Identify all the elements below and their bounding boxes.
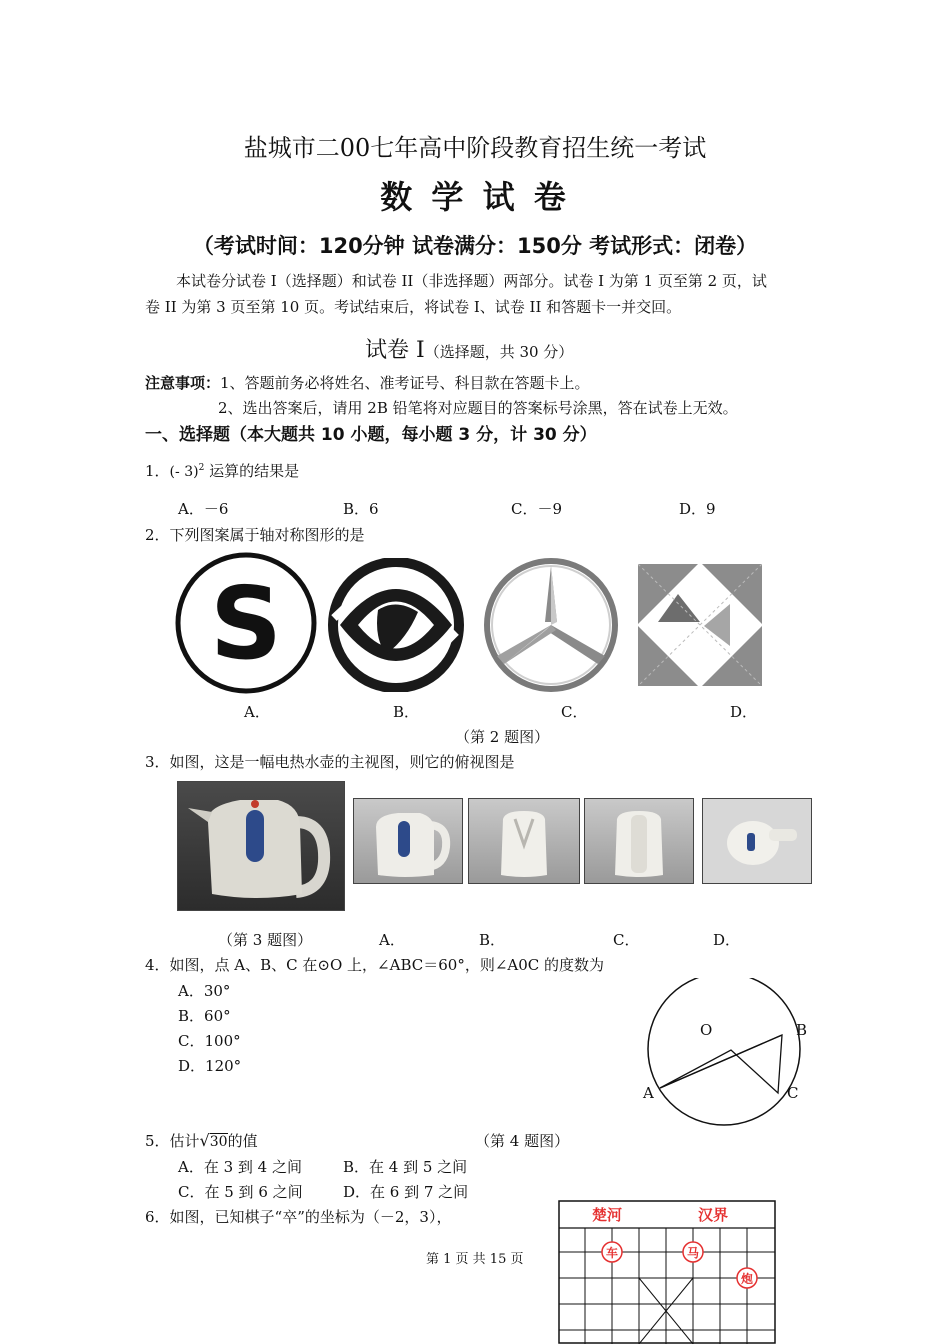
point-b-label: B [796,1021,808,1039]
river-left-label: 楚河 [592,1206,623,1224]
q3-caption: （第 3 题图） [218,931,313,949]
paper1-heading [365,333,573,364]
logo-c-star [480,556,622,694]
q5-option-c[interactable]: C．在 5 到 6 之间 [178,1183,303,1201]
q1-stem [145,460,299,481]
q2-label-b: B． [393,703,420,721]
exam-title: 盐城市二00七年高中阶段教育招生统一考试 [243,134,707,162]
q1-option-d[interactable]: D．9 [679,500,716,518]
q1-option-c[interactable]: C．－9 [511,500,563,518]
sqrt-icon: √ [199,1131,210,1150]
paper1-title: 试卷 I [365,338,425,363]
q5-suffix: 的值 [227,1132,258,1150]
q2-label-a: A． [244,703,270,721]
q4-caption: （第 4 题图） [475,1132,570,1150]
q2-label-d: D． [730,703,758,721]
notice-label: 注意事项： [145,374,221,392]
q1-option-a[interactable]: A．－6 [178,500,229,518]
q5-stem [145,1130,258,1151]
q2-caption: （第 2 题图） [455,728,550,746]
kettle-option-b-photo[interactable] [468,798,580,884]
q4-option-d[interactable]: D．120° [178,1057,242,1075]
point-o-label: O [700,1021,713,1039]
intro-line-2: 卷 II 为第 3 页至第 10 页。考试结束后，将试卷 I、试卷 II 和答题卡一并交回。 [145,298,682,316]
q4-circle-figure [636,978,816,1126]
q3-label-d: D． [713,931,741,949]
q4-option-a[interactable]: A．30° [178,982,231,1000]
q1-num: 1． [145,462,170,480]
kettle-option-d-photo[interactable] [702,798,812,884]
q2-stem: 2．下列图案属于轴对称图形的是 [145,526,365,544]
q1-expr: (- 3) [169,464,199,480]
q1-exponent: 2 [198,463,205,473]
q3-label-c: C． [613,931,640,949]
q1-text: 运算的结果是 [209,462,300,480]
logo-b-emblem [326,558,466,692]
q3-label-a: A． [379,931,405,949]
q5-option-b[interactable]: B．在 4 到 5 之间 [343,1158,468,1176]
page-footer: 第 1 页 共 15 页 [426,1252,524,1267]
q5-prefix: 5．估计 [145,1132,200,1150]
piece-ma-label: 马 [686,1246,700,1260]
q4-option-b[interactable]: B．60° [178,1007,231,1025]
q3-stem: 3．如图，这是一幅电热水壶的主视图，则它的俯视图是 [145,753,515,771]
section1-heading: 一、选择题（本大题共 10 小题，每小题 3 分，计 30 分） [145,425,597,445]
kettle-front-photo [177,781,345,911]
piece-che-label: 车 [605,1246,619,1260]
q5-option-d[interactable]: D．在 6 到 7 之间 [343,1183,469,1201]
notice-item-2: 2、选出答案后，请用 2B 铅笔将对应题目的答案标号涂黑，答在试卷上无效。 [218,399,738,417]
q4-stem: 4．如图，点 A、B、C 在⊙O 上，∠ABC＝60°，则∠A0C 的度数为 [145,956,605,974]
kettle-option-a-photo[interactable] [353,798,463,884]
q5-option-a[interactable]: A．在 3 到 4 之间 [178,1158,302,1176]
kettle-option-c-photo[interactable] [584,798,694,884]
exam-info: （考试时间：120分钟 试卷满分：150分 考试形式：闭卷） [192,234,758,258]
logo-d-pinwheel [638,564,762,686]
logo-a-s-circle [172,552,320,694]
paper1-sub: （选择题，共 30 分） [424,343,574,361]
subject-title: 数 学 试 卷 [380,178,570,216]
point-a-label: A [643,1084,654,1102]
q6-stem: 6．如图，已知棋子“卒”的坐标为（－2，3）， [145,1208,452,1226]
notice-line-1 [145,372,590,393]
q1-option-b[interactable]: B．6 [343,500,379,518]
logo-a-letter: S [209,565,283,682]
intro-line-1: 本试卷分试卷 I（选择题）和试卷 II（非选择题）两部分。试卷 I 为第 1 页至第 2 页，试 [176,272,767,290]
q5-radicand: 30 [209,1134,228,1150]
notice-item-1: 1、答题前务必将姓名、准考证号、科目款在答题卡上。 [220,374,590,392]
q2-label-c: C． [561,703,588,721]
q4-option-c[interactable]: C．100° [178,1032,241,1050]
chessboard-figure [558,1200,778,1344]
river-right-label: 汉界 [698,1206,729,1224]
point-c-label: C [787,1084,799,1102]
piece-pao-label: 炮 [740,1272,754,1286]
q3-label-b: B． [479,931,506,949]
